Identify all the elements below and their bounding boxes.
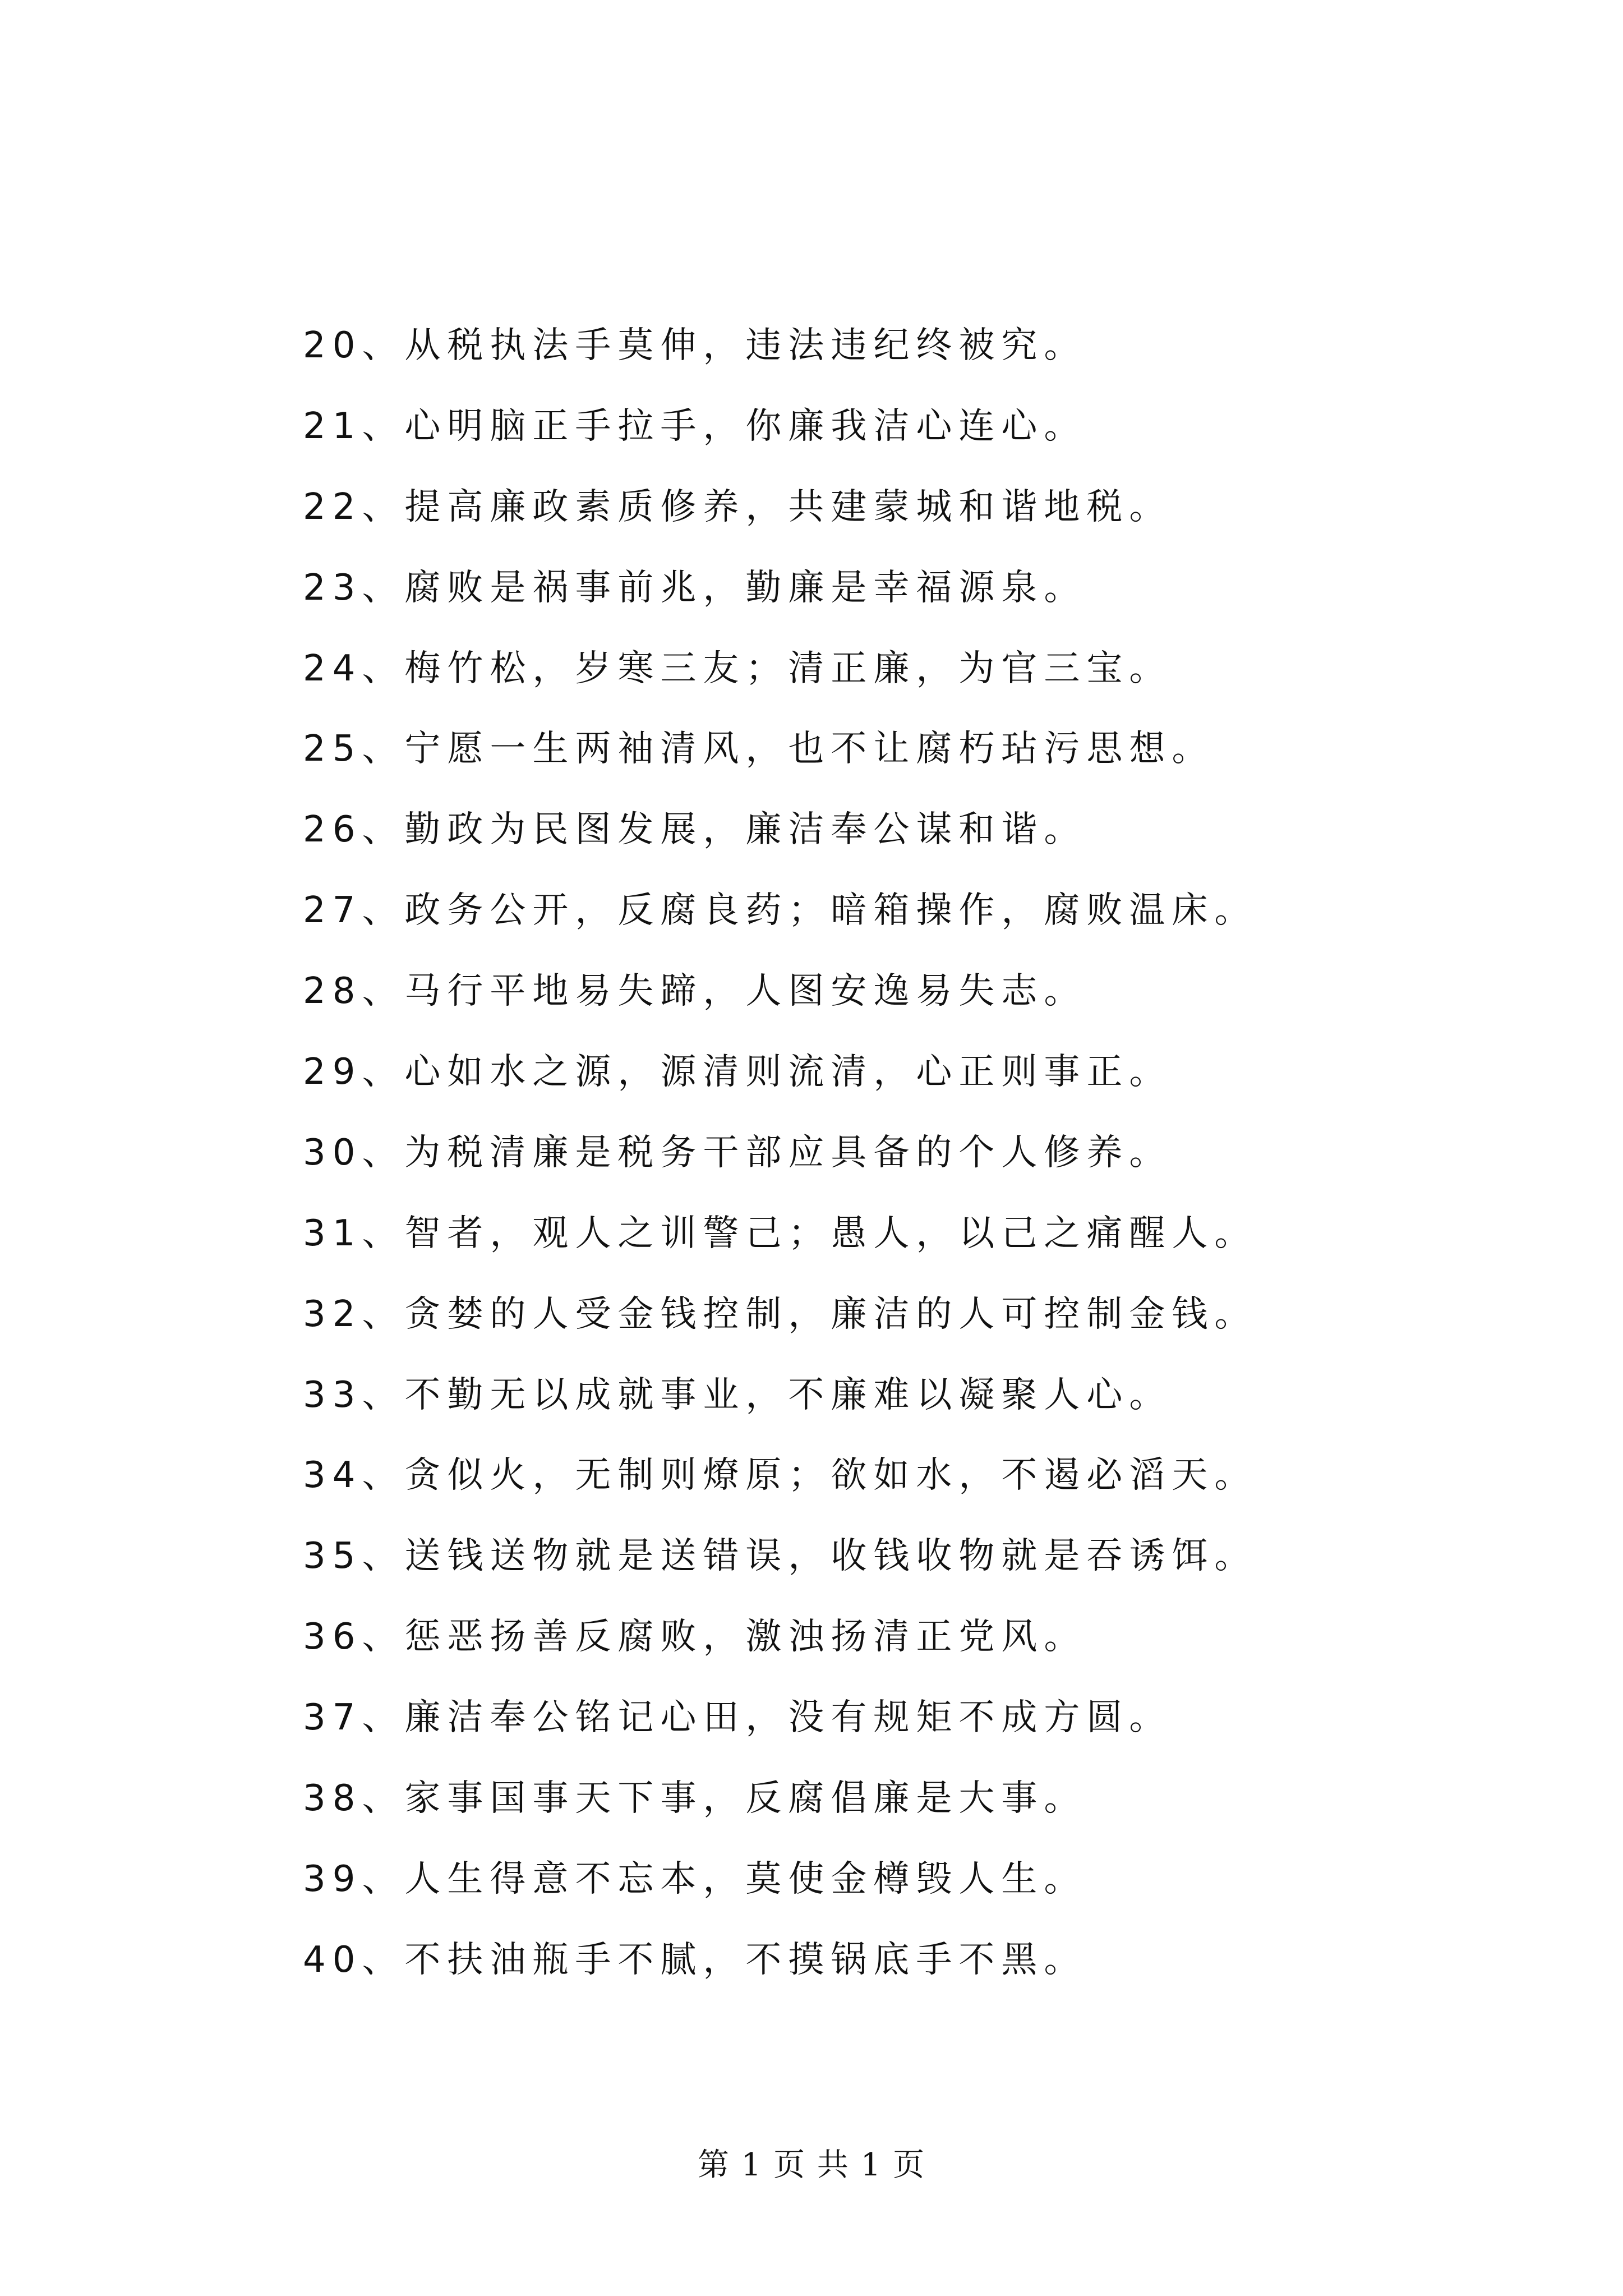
slogan-line: 40、不扶油瓶手不腻，不摸锅底手不黑。 [303, 1939, 1087, 1981]
slogan-line: 29、心如水之源，源清则流清，心正则事正。 [303, 1051, 1172, 1093]
slogan-line: 33、不勤无以成就事业，不廉难以凝聚人心。 [303, 1374, 1172, 1416]
slogan-line: 28、马行平地易失蹄，人图安逸易失志。 [303, 970, 1087, 1013]
slogan-list [303, 306, 1565, 2001]
slogan-line: 26、勤政为民图发展，廉洁奉公谋和谐。 [303, 809, 1087, 851]
slogan-line: 38、家事国事天下事，反腐倡廉是大事。 [303, 1778, 1087, 1820]
slogan-line: 20、从税执法手莫伸，违法违纪终被究。 [303, 325, 1087, 366]
slogan-line: 35、送钱送物就是送错误，收钱收物就是吞诱饵。 [303, 1535, 1257, 1577]
slogan-line: 24、梅竹松，岁寒三友；清正廉，为官三宝。 [303, 647, 1172, 689]
slogan-line: 31、智者，观人之训警己；愚人，以己之痛醒人。 [303, 1212, 1257, 1254]
slogan-line: 30、为税清廉是税务干部应具备的个人修养。 [303, 1131, 1172, 1174]
slogan-line: 36、惩恶扬善反腐败，激浊扬清正党风。 [303, 1616, 1087, 1658]
slogan-line: 37、廉洁奉公铭记心田，没有规矩不成方圆。 [303, 1697, 1172, 1739]
slogan-line: 22、提高廉政素质修养，共建蒙城和谐地税。 [303, 486, 1172, 528]
slogan-line: 21、心明脑正手拉手，你廉我洁心连心。 [303, 405, 1087, 447]
slogan-line: 32、贪婪的人受金钱控制，廉洁的人可控制金钱。 [303, 1293, 1257, 1335]
slogan-line: 39、人生得意不忘本，莫使金樽毁人生。 [303, 1858, 1087, 1900]
slogan-line: 27、政务公开，反腐良药；暗箱操作，腐败温床。 [303, 890, 1257, 932]
slogan-line: 25、宁愿一生两袖清风，也不让腐朽玷污思想。 [303, 728, 1215, 770]
slogan-line: 23、腐败是祸事前兆，勤廉是幸福源泉。 [303, 567, 1087, 609]
slogan-line: 34、贪似火，无制则燎原；欲如水，不遏必滔天。 [303, 1455, 1257, 1497]
page-footer: 第 1 页 共 1 页 [697, 2147, 926, 2183]
